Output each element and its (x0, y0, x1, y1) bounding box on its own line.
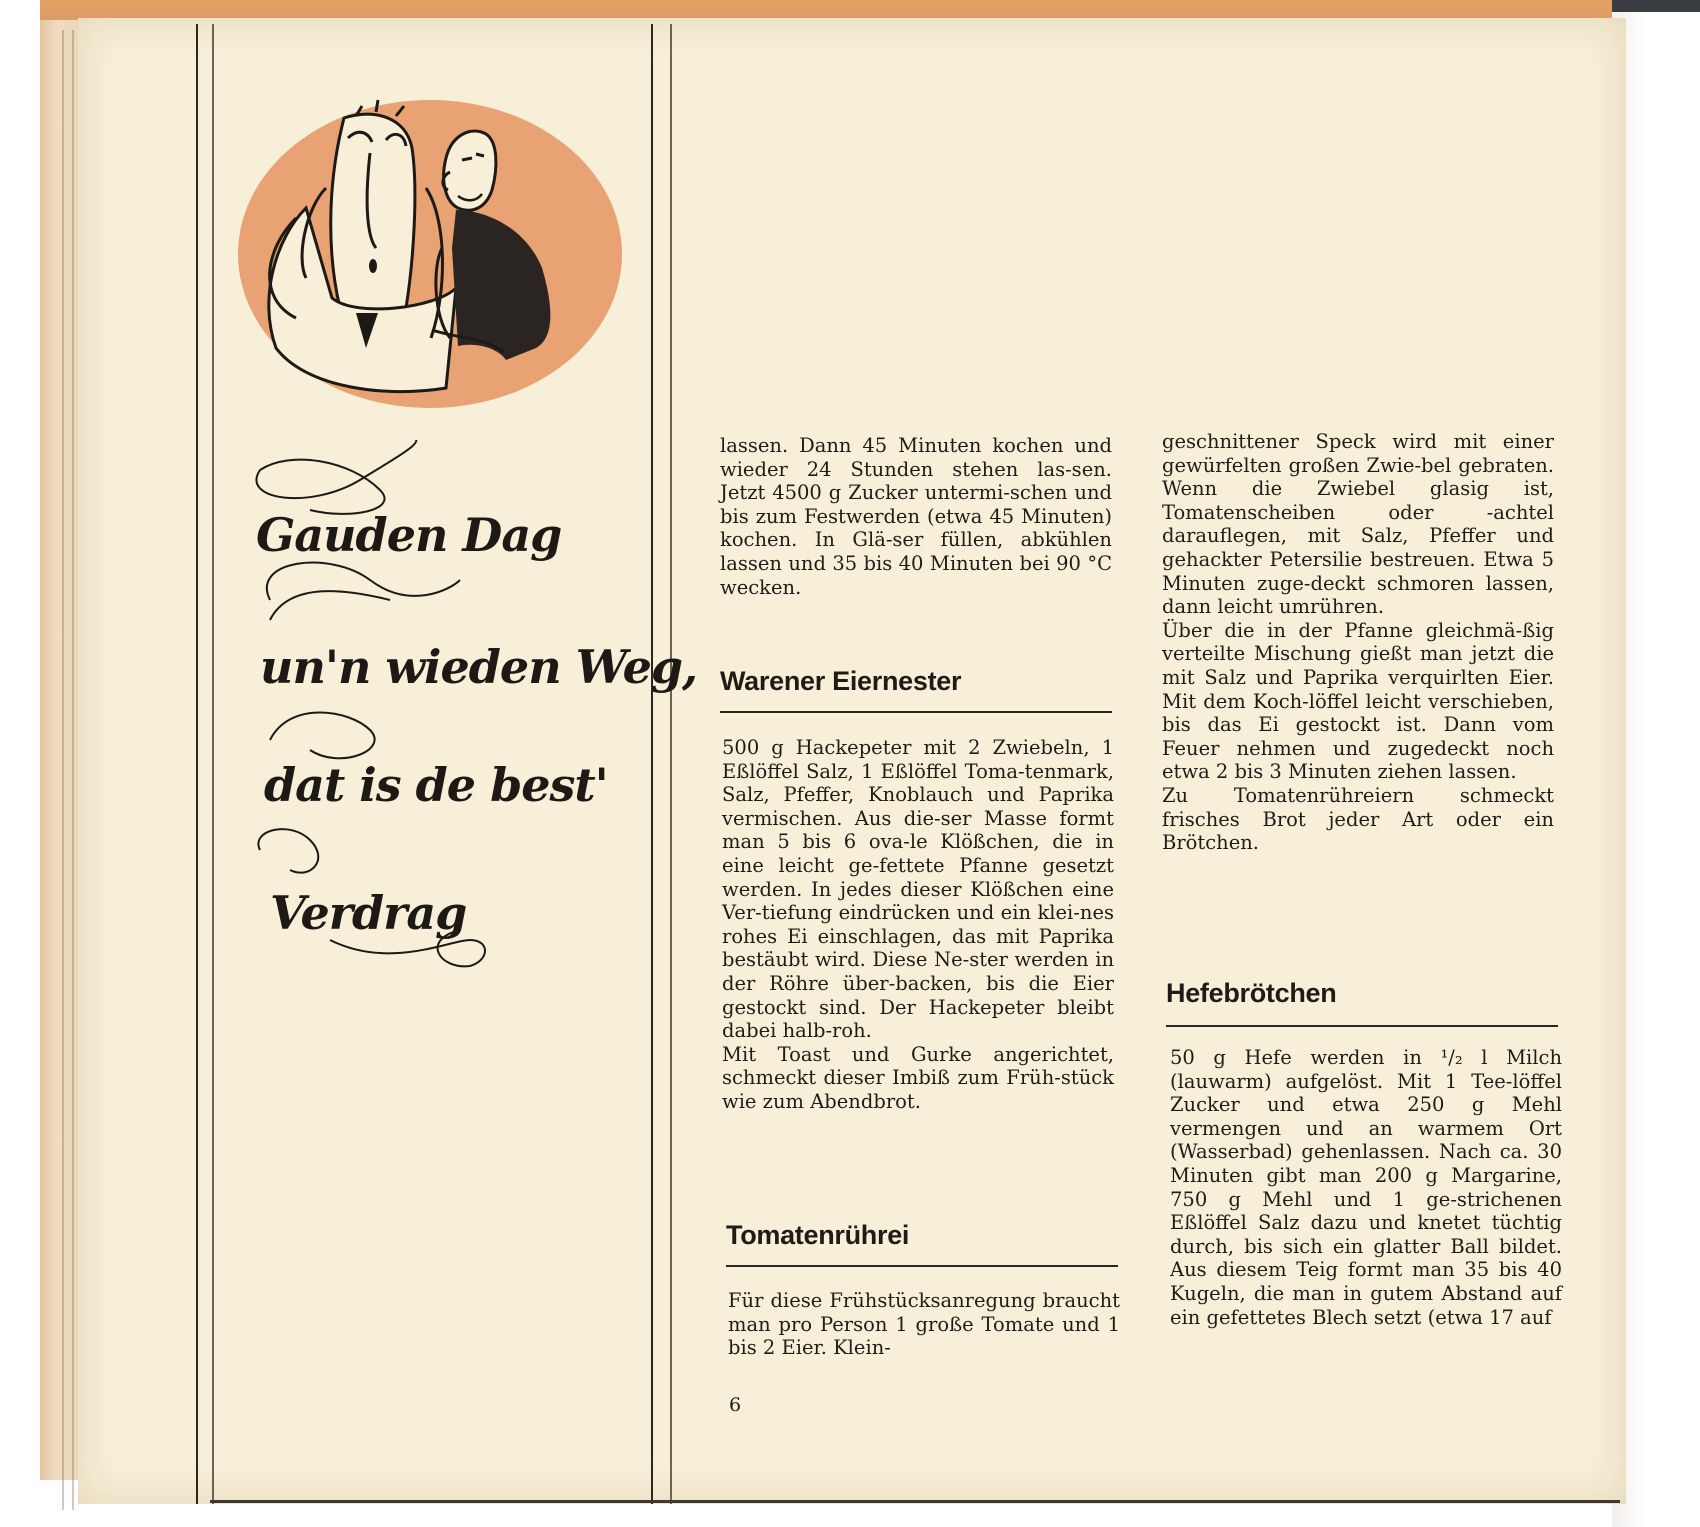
recipe-paragraph: 50 g Hefe werden in ¹/₂ l Milch (lauwarm) aufgelöst. Mit 1 Tee-löffel Zucker und etwa 250 g Mehl vermengen und an warmem Ort (Wasserbad) gehenlassen. Nach ca. 30 Minuten gibt man 200 g Margarine, 750 g Mehl und 1 ge-strichenen Eßlöffel Salz dazu und knetet tüchtig durch, bis sich ein glatter Ball bildet. Aus diesem Teig formt man 35 bis 40 Kugeln, die man in gutem Abstand auf ein gefettetes Blech setzt (etwa 17 auf (1170, 1046, 1562, 1329)
recipe-title-hefebroetchen: Hefebrötchen (1166, 978, 1337, 1008)
right-column-text (1162, 430, 1554, 855)
recipe-paragraph: Für diese Frühstücksanregung braucht man pro Person 1 große Tomate und 1 bis 2 Eier. Klein- (728, 1289, 1120, 1360)
cartoon-illustration (236, 98, 624, 410)
frame-rule-left (196, 24, 198, 1504)
heading-rule (1166, 1025, 1558, 1027)
scanner-corner (1612, 0, 1700, 12)
recipe-body-warener-eiernester (722, 736, 1114, 1114)
recipe-paragraph: Über die in der Pfanne gleichmä-ßig verteilte Mischung gießt man jetzt die mit Salz und Paprika verquirlten Eier. Mit dem Koch-löffel leicht verschieben, bis das Ei gestockt ist. Dann vom Feuer nehmen und zugedeckt noch etwa 2 bis 3 Minuten ziehen lassen. (1162, 618, 1554, 784)
heading-rule (726, 1265, 1118, 1267)
middle-column-intro (720, 434, 1112, 599)
recipe-paragraph: 500 g Hackepeter mit 2 Zwiebeln, 1 Eßlöffel Salz, 1 Eßlöffel Toma-tenmark, Salz, Pfeffer, Knoblauch und Paprika vermischen. Aus die-ser Masse formt man 5 bis 6 ova-le Klößchen, die in eine leicht ge-fettete Pfanne gesetzt werden. In jedes dieser Klößchen eine Ver-tiefung eindrücken und ein klei-nes rohes Ei einschlagen, das mit Paprika bestäubt wird. Diese Ne-ster werden in der Röhre über-backen, bis die Eier gestockt sind. Der Hackepeter bleibt dabei halb-roh. (722, 736, 1114, 1043)
recipe-continuation-text: lassen. Dann 45 Minuten kochen und wieder 24 Stunden stehen las-sen. Jetzt 4500 g Zucker untermi-schen und bis zum Festwerden (etwa 45 Minuten) kochen. In Glä-ser füllen, abkühlen lassen und 35 bis 40 Minuten bei 90 °C wecken. (720, 434, 1112, 599)
page-number: 6 (729, 1394, 742, 1416)
motto-line-4: Verdrag (270, 886, 467, 940)
motto-calligraphy (250, 440, 698, 1020)
motto-line-2: un'n wieden Weg, (260, 640, 698, 694)
heading-rule (720, 711, 1112, 713)
recipe-paragraph: Mit Toast und Gurke angerichtet, schmeckt dieser Imbiß zum Früh-stück wie zum Abendbrot. (722, 1042, 1114, 1113)
motto-line-1: Gauden Dag (256, 508, 562, 562)
page-stack-line (62, 30, 64, 1510)
recipe-body-hefebroetchen (1170, 1046, 1562, 1329)
frame-rule-center (651, 24, 653, 1504)
frame-rule-center-inner (670, 24, 672, 1504)
recipe-title-warener-eiernester: Warener Eiernester (720, 666, 962, 696)
recipe-body-tomatenruehrei (728, 1289, 1120, 1360)
frame-rule-left-inner (212, 24, 214, 1504)
recipe-title-tomatenruehrei: Tomatenrührei (726, 1220, 910, 1250)
recipe-paragraph: geschnittener Speck wird mit einer gewürfelten großen Zwie-bel gebraten. Wenn die Zwiebel glasig ist, Tomatenscheiben oder -achtel darauflegen, mit Salz, Pfeffer und gehackter Petersilie bestreuen. Etwa 5 Minuten zuge-deckt schmoren lassen, dann leicht umrühren. (1162, 430, 1554, 619)
motto-line-3: dat is de best' (264, 758, 608, 812)
recipe-paragraph: Zu Tomatenrühreiern schmeckt frisches Brot jeder Art oder ein Brötchen. (1162, 783, 1554, 855)
page-stack-line (72, 30, 74, 1510)
frame-rule-bottom (210, 1500, 1620, 1503)
